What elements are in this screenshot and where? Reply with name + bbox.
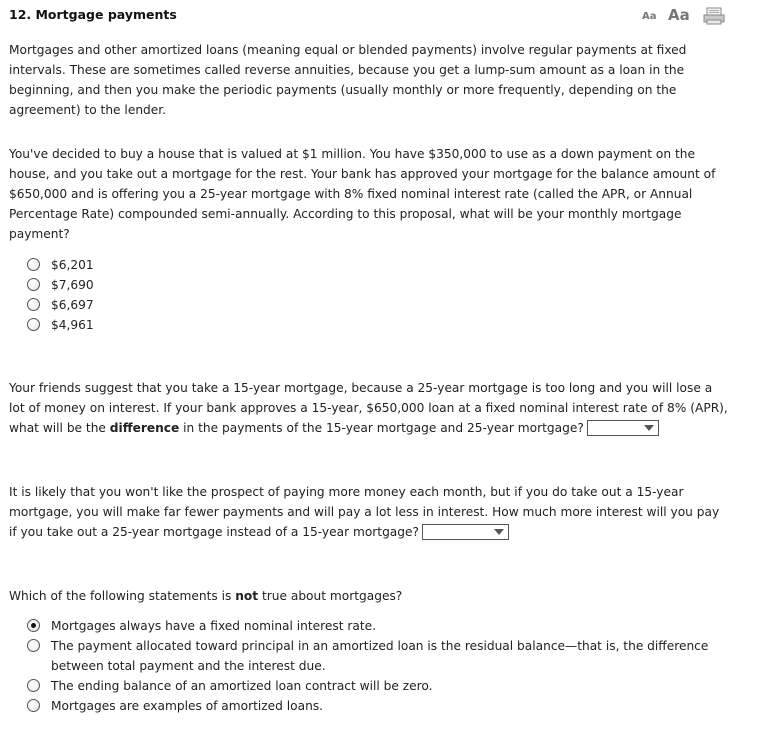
answer-option[interactable] <box>27 616 711 636</box>
print-icon[interactable] <box>703 7 725 25</box>
answer-option[interactable] <box>27 636 711 676</box>
answer-option[interactable] <box>27 676 711 696</box>
radio-button[interactable] <box>27 278 40 291</box>
question-4-text <box>9 586 729 606</box>
question-4-options <box>27 616 711 716</box>
radio-button[interactable] <box>27 258 40 271</box>
toolbar <box>640 6 730 26</box>
radio-button[interactable] <box>27 699 40 712</box>
difference-dropdown[interactable] <box>587 420 659 436</box>
radio-button-selected[interactable] <box>27 619 40 632</box>
question-3-text-part: It is likely that you won't like the prospect of paying more money each month, but if you do take out a 15-year mortgage, you will make far fewer payments and will pay a lot less in interest. How much more interest will you pay if you take out a 25-year mortgage instead of a 15-year mortgage? <box>9 485 720 539</box>
option-label: $4,961 <box>51 318 94 332</box>
decrease-font-button[interactable]: Aa <box>642 11 657 22</box>
interest-difference-dropdown[interactable] <box>422 524 509 540</box>
answer-option[interactable] <box>27 295 94 315</box>
answer-option[interactable] <box>27 275 94 295</box>
emphasis-not: not <box>235 589 259 603</box>
question-2-text-part: Your friends suggest that you take a 15-year mortgage, because a 25-year mortgage is too long and you will lose a lot of money on interest. If your bank approves a 15-year, $650,000 loan at a fixed nominal interest rate of 8% (APR), what will be the <box>9 381 728 435</box>
radio-button[interactable] <box>27 639 40 652</box>
chevron-down-icon <box>644 425 654 431</box>
option-label: Mortgages are examples of amortized loans. <box>51 699 324 713</box>
answer-option[interactable] <box>27 315 94 335</box>
option-label: Mortgages always have a fixed nominal interest rate. <box>51 619 377 633</box>
option-label: The ending balance of an amortized loan contract will be zero. <box>51 679 433 693</box>
chevron-down-icon <box>494 529 504 535</box>
answer-option[interactable] <box>27 255 94 275</box>
radio-button[interactable] <box>27 679 40 692</box>
option-label: $6,697 <box>51 298 94 312</box>
increase-font-button[interactable]: Aa <box>668 6 690 24</box>
radio-button[interactable] <box>27 298 40 311</box>
answer-option[interactable] <box>27 696 711 716</box>
question-1-options <box>27 255 94 335</box>
question-4-text-part: Which of the following statements is <box>9 589 236 603</box>
intro-paragraph: Mortgages and other amortized loans (meaning equal or blended payments) involve regular payments at fixed intervals. These are sometimes called reverse annuities, because you get a lump-sum amount as a loan in the beginning, and then you make the periodic payments (usually monthly or more frequently, depending on the agreement) to the lender. <box>9 43 687 117</box>
radio-button[interactable] <box>27 318 40 331</box>
question-2-text <box>9 378 729 438</box>
question-3-text <box>9 482 729 542</box>
option-label: $7,690 <box>51 278 94 292</box>
question-1-text: You've decided to buy a house that is valued at $1 million. You have $350,000 to use as a down payment on the house, and you take out a mortgage for the rest. Your bank has approved your mortgage for the balance amount of $650,000 and is offering you a 25-year mortgage with 8% fixed nominal interest rate (called the APR, or Annual Percentage Rate) compounded semi-annually. According to this proposal, what will be your monthly mortgage payment? <box>9 147 716 241</box>
option-label: $6,201 <box>51 258 94 272</box>
emphasis-difference: difference <box>109 421 180 435</box>
question-2-text-part: in the payments of the 15-year mortgage and 25-year mortgage? <box>179 421 584 435</box>
option-label: The payment allocated toward principal in an amortized loan is the residual balance—that is, the difference between total payment and the interest due. <box>51 639 709 673</box>
question-4-text-part: true about mortgages? <box>258 589 403 603</box>
question-title: 12. Mortgage payments <box>9 7 177 22</box>
